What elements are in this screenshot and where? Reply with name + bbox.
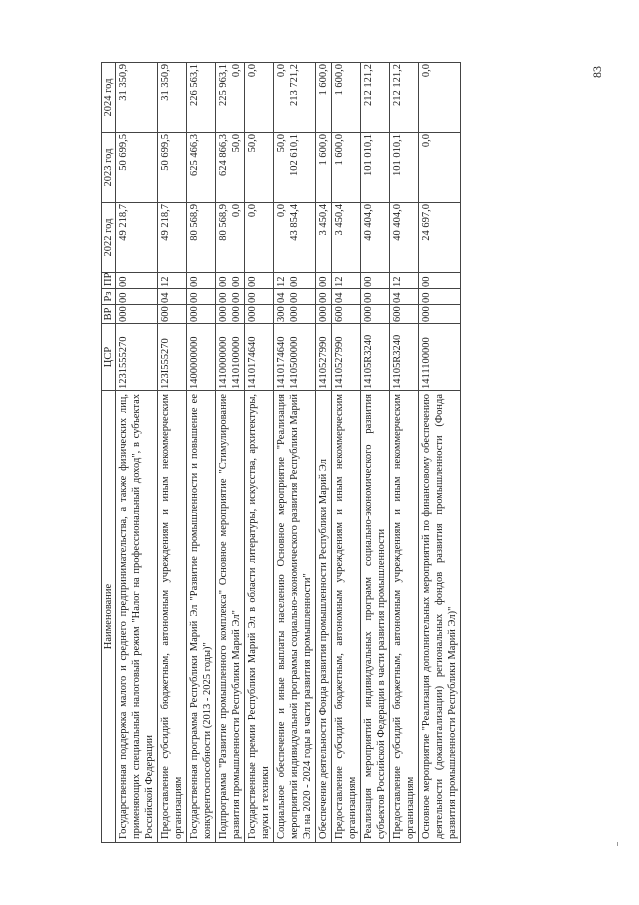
cell-value-rz: 00 bbox=[118, 292, 129, 303]
row-name: Реализация мероприятий индивидуальных программ социально-экономического развития субъектов Российской Федерации в части развития промышленности bbox=[361, 391, 390, 843]
table-body bbox=[116, 63, 461, 843]
cell-y2024 bbox=[158, 63, 187, 133]
cell-value-y2022: 0,0 bbox=[231, 204, 242, 218]
table-row bbox=[158, 63, 187, 843]
cell-y2024 bbox=[216, 63, 245, 133]
row-name: Социальное обеспечение и иные выплаты населению Основное мероприятие "Реализация мероприятий индивидуальной программы социально-экономического развития Республики Марий Эл на 2020 - 2024 годы в части развития промышленности" bbox=[274, 391, 316, 843]
table-row bbox=[419, 63, 461, 843]
cell-value-y2023: 50 699,5 bbox=[160, 134, 171, 171]
cell-value-rz: 04 bbox=[276, 292, 287, 303]
header-pr: ПР bbox=[102, 273, 116, 289]
cell-value-y2022: 24 697,0 bbox=[421, 204, 432, 241]
row-name: Предоставление субсидий бюджетным, автономным учреждениям и иным некоммерческим организациям bbox=[158, 391, 187, 843]
table-row bbox=[245, 63, 274, 843]
cell-value-rz: 00 bbox=[231, 292, 242, 303]
cell-csr bbox=[361, 324, 390, 391]
budget-table bbox=[101, 62, 461, 843]
cell-value-y2022: 40 404,0 bbox=[392, 204, 403, 241]
cell-value-pr: 12 bbox=[276, 276, 287, 287]
cell-vr bbox=[316, 305, 332, 324]
cell-value-y2023: 1 600,0 bbox=[334, 134, 345, 166]
cell-pr bbox=[187, 273, 216, 289]
cell-value-pr: 00 bbox=[318, 276, 329, 287]
cell-value-csr: 1410527990 bbox=[334, 336, 345, 389]
cell-value-pr: 00 bbox=[247, 276, 258, 287]
cell-y2022 bbox=[316, 203, 332, 273]
cell-value-vr: 600 bbox=[392, 306, 403, 322]
cell-value-y2023: 50 699,5 bbox=[118, 134, 129, 171]
cell-vr bbox=[274, 305, 316, 324]
cell-y2024 bbox=[274, 63, 316, 133]
table-header-row bbox=[102, 63, 116, 843]
cell-value-y2022: 40 404,0 bbox=[363, 204, 374, 241]
cell-rz bbox=[158, 289, 187, 305]
cell-vr bbox=[390, 305, 419, 324]
header-2023: 2023 год bbox=[102, 133, 116, 203]
page-number: 83 bbox=[590, 66, 604, 78]
cell-value-vr: 000 bbox=[189, 306, 200, 322]
cell-y2022 bbox=[361, 203, 390, 273]
cell-value-y2023: 0,0 bbox=[421, 134, 432, 148]
cell-value-rz: 00 bbox=[318, 292, 329, 303]
cell-value-y2023: 624 866,3 bbox=[218, 134, 229, 176]
table-row bbox=[332, 63, 361, 843]
table-row bbox=[187, 63, 216, 843]
cell-csr bbox=[316, 324, 332, 391]
cell-value-y2022: 43 854,4 bbox=[289, 204, 300, 241]
cell-rz bbox=[274, 289, 316, 305]
cell-value-y2023: 101 010,1 bbox=[363, 134, 374, 176]
cell-y2022 bbox=[216, 203, 245, 273]
cell-y2023 bbox=[274, 133, 316, 203]
cell-csr bbox=[116, 324, 158, 391]
cell-value-y2024: 0,0 bbox=[276, 64, 287, 78]
cell-value-y2023: 101 010,1 bbox=[392, 134, 403, 176]
cell-value-rz: 04 bbox=[392, 292, 403, 303]
cell-y2024 bbox=[316, 63, 332, 133]
cell-value-csr: 1410100000 bbox=[231, 336, 242, 389]
cell-pr bbox=[419, 273, 461, 289]
cell-value-rz: 00 bbox=[421, 292, 432, 303]
cell-value-pr: 00 bbox=[289, 276, 300, 287]
row-name: Государственные премии Республики Марий Эл в области литературы, искусства, архитектуры, науки и техники bbox=[245, 391, 274, 843]
cell-y2023 bbox=[158, 133, 187, 203]
row-name: Обеспечение деятельности Фонда развития промышленности Республики Марий Эл bbox=[316, 391, 332, 843]
cell-y2024 bbox=[245, 63, 274, 133]
cell-value-pr: 00 bbox=[218, 276, 229, 287]
table-row bbox=[390, 63, 419, 843]
table-row bbox=[216, 63, 245, 843]
cell-rz bbox=[216, 289, 245, 305]
cell-value-y2024: 1 600,0 bbox=[318, 64, 329, 96]
cell-value-vr: 000 bbox=[318, 306, 329, 322]
cell-y2022 bbox=[245, 203, 274, 273]
row-name: Подпрограмма "Развитие промышленного комплекса" Основное мероприятие "Стимулирование развития промышленности Республики Марий Эл" bbox=[216, 391, 245, 843]
cell-vr bbox=[158, 305, 187, 324]
cell-value-y2022: 0,0 bbox=[276, 204, 287, 218]
cell-value-y2024: 213 721,2 bbox=[289, 64, 300, 106]
cell-value-csr: 1411100000 bbox=[421, 337, 432, 389]
header-2022: 2022 год bbox=[102, 203, 116, 273]
cell-value-vr: 000 bbox=[218, 306, 229, 322]
cell-y2022 bbox=[332, 203, 361, 273]
cell-csr bbox=[419, 324, 461, 391]
cell-value-csr: 14105R3240 bbox=[392, 334, 403, 389]
cell-csr bbox=[158, 324, 187, 391]
cell-value-y2024: 225 963,1 bbox=[218, 64, 229, 106]
cell-pr bbox=[390, 273, 419, 289]
cell-pr bbox=[274, 273, 316, 289]
cell-value-pr: 00 bbox=[231, 276, 242, 287]
cell-value-y2024: 226 563,1 bbox=[189, 64, 200, 106]
cell-value-vr: 000 bbox=[289, 306, 300, 322]
cell-y2023 bbox=[419, 133, 461, 203]
row-name: Предоставление субсидий бюджетным, автономным учреждениям и иным некоммерческим организациям bbox=[332, 391, 361, 843]
cell-csr bbox=[332, 324, 361, 391]
cell-y2023 bbox=[390, 133, 419, 203]
cell-value-csr: 1410527990 bbox=[318, 336, 329, 389]
cell-value-pr: 00 bbox=[421, 276, 432, 287]
cell-value-y2023: 1 600,0 bbox=[318, 134, 329, 166]
cell-value-pr: 00 bbox=[363, 276, 374, 287]
cell-value-pr: 00 bbox=[118, 276, 129, 287]
cell-y2023 bbox=[216, 133, 245, 203]
row-name: Предоставление субсидий бюджетным, автономным учреждениям и иным некоммерческим организациям bbox=[390, 391, 419, 843]
cell-value-y2022: 3 450,4 bbox=[334, 204, 345, 236]
table-row bbox=[116, 63, 158, 843]
cell-value-y2023: 102 610,1 bbox=[289, 134, 300, 176]
cell-y2024 bbox=[419, 63, 461, 133]
cell-vr bbox=[187, 305, 216, 324]
cell-value-vr: 600 bbox=[160, 306, 171, 322]
cell-value-y2022: 49 218,7 bbox=[160, 204, 171, 241]
cell-value-csr: 1410174640 bbox=[276, 336, 287, 389]
cell-pr bbox=[361, 273, 390, 289]
table-row bbox=[316, 63, 332, 843]
cell-y2024 bbox=[361, 63, 390, 133]
cell-value-vr: 000 bbox=[363, 306, 374, 322]
cell-value-y2024: 31 350,9 bbox=[160, 64, 171, 101]
cell-y2022 bbox=[274, 203, 316, 273]
cell-value-vr: 000 bbox=[247, 306, 258, 322]
cell-y2024 bbox=[390, 63, 419, 133]
row-name: Основное мероприятие "Реализация дополнительных мероприятий по финансовому обеспечению деятельности (докапитализации) региональных фондов развития промышленности (Фонда развития промышленности Республики Марий Эл)" bbox=[419, 391, 461, 843]
scan-mark bbox=[617, 842, 618, 846]
cell-y2022 bbox=[116, 203, 158, 273]
cell-value-csr: 1410500000 bbox=[289, 336, 300, 389]
cell-y2023 bbox=[316, 133, 332, 203]
row-name: Государственная поддержка малого и среднего предпринимательства, а также физических лиц, применяющих специальный налоговый режим "Налог на профессиональный доход", в субъектах Российской Федерации bbox=[116, 391, 158, 843]
cell-value-y2022: 80 568,9 bbox=[189, 204, 200, 241]
cell-csr bbox=[187, 324, 216, 391]
cell-csr bbox=[390, 324, 419, 391]
cell-value-pr: 00 bbox=[189, 276, 200, 287]
cell-value-csr: 14105R3240 bbox=[363, 334, 374, 389]
row-name: Государственная программа Республики Марий Эл "Развитие промышленности и повышение ее конкурентоспособности (2013 - 2025 годы)" bbox=[187, 391, 216, 843]
cell-value-rz: 00 bbox=[289, 292, 300, 303]
cell-rz bbox=[419, 289, 461, 305]
cell-vr bbox=[332, 305, 361, 324]
cell-y2022 bbox=[419, 203, 461, 273]
header-name: Наименование bbox=[102, 391, 116, 843]
cell-csr bbox=[274, 324, 316, 391]
cell-value-y2024: 212 121,2 bbox=[363, 64, 374, 106]
cell-y2022 bbox=[158, 203, 187, 273]
cell-value-pr: 12 bbox=[334, 276, 345, 287]
cell-value-rz: 00 bbox=[218, 292, 229, 303]
cell-value-y2022: 49 218,7 bbox=[118, 204, 129, 241]
table-row bbox=[274, 63, 316, 843]
cell-y2023 bbox=[332, 133, 361, 203]
cell-value-vr: 000 bbox=[421, 306, 432, 322]
cell-value-y2024: 0,0 bbox=[247, 64, 258, 78]
cell-value-y2022: 0,0 bbox=[247, 204, 258, 218]
cell-value-rz: 00 bbox=[363, 292, 374, 303]
cell-value-vr: 000 bbox=[118, 306, 129, 322]
cell-value-y2024: 212 121,2 bbox=[392, 64, 403, 106]
cell-y2023 bbox=[361, 133, 390, 203]
cell-pr bbox=[158, 273, 187, 289]
cell-vr bbox=[245, 305, 274, 324]
cell-value-csr: 1400000000 bbox=[189, 336, 200, 389]
cell-value-y2023: 50,0 bbox=[231, 134, 242, 153]
cell-pr bbox=[332, 273, 361, 289]
cell-value-rz: 04 bbox=[334, 292, 345, 303]
cell-pr bbox=[216, 273, 245, 289]
cell-pr bbox=[316, 273, 332, 289]
cell-value-pr: 12 bbox=[392, 276, 403, 287]
cell-y2024 bbox=[187, 63, 216, 133]
cell-y2023 bbox=[116, 133, 158, 203]
cell-value-csr: 1231555270 bbox=[118, 336, 129, 389]
cell-value-y2023: 625 466,3 bbox=[189, 134, 200, 176]
cell-value-rz: 04 bbox=[160, 292, 171, 303]
cell-value-y2022: 80 568,9 bbox=[218, 204, 229, 241]
cell-vr bbox=[361, 305, 390, 324]
cell-rz bbox=[187, 289, 216, 305]
cell-value-y2023: 50,0 bbox=[247, 134, 258, 153]
header-csr: ЦСР bbox=[102, 324, 116, 391]
cell-value-csr: 123I555270 bbox=[160, 338, 171, 389]
cell-rz bbox=[390, 289, 419, 305]
cell-vr bbox=[116, 305, 158, 324]
cell-rz bbox=[332, 289, 361, 305]
cell-pr bbox=[116, 273, 158, 289]
cell-value-y2022: 3 450,4 bbox=[318, 204, 329, 236]
cell-rz bbox=[361, 289, 390, 305]
cell-value-vr: 300 bbox=[276, 306, 287, 322]
cell-value-rz: 00 bbox=[247, 292, 258, 303]
cell-y2022 bbox=[390, 203, 419, 273]
cell-value-y2024: 0,0 bbox=[421, 64, 432, 78]
cell-value-rz: 00 bbox=[189, 292, 200, 303]
cell-value-y2024: 0,0 bbox=[231, 64, 242, 78]
cell-y2023 bbox=[245, 133, 274, 203]
table-row bbox=[361, 63, 390, 843]
cell-y2022 bbox=[187, 203, 216, 273]
cell-value-csr: 1410174640 bbox=[247, 336, 258, 389]
cell-rz bbox=[245, 289, 274, 305]
cell-rz bbox=[316, 289, 332, 305]
header-rz: Рз bbox=[102, 289, 116, 305]
cell-pr bbox=[245, 273, 274, 289]
cell-value-y2023: 50,0 bbox=[276, 134, 287, 153]
cell-value-y2024: 1 600,0 bbox=[334, 64, 345, 96]
cell-vr bbox=[216, 305, 245, 324]
cell-value-csr: 1410000000 bbox=[218, 336, 229, 389]
cell-value-vr: 600 bbox=[334, 306, 345, 322]
header-vr: ВР bbox=[102, 305, 116, 324]
cell-vr bbox=[419, 305, 461, 324]
cell-value-y2024: 31 350,9 bbox=[118, 64, 129, 101]
cell-value-pr: 12 bbox=[160, 276, 171, 287]
cell-rz bbox=[116, 289, 158, 305]
cell-csr bbox=[245, 324, 274, 391]
cell-y2024 bbox=[116, 63, 158, 133]
cell-csr bbox=[216, 324, 245, 391]
cell-value-vr: 000 bbox=[231, 306, 242, 322]
cell-y2023 bbox=[187, 133, 216, 203]
header-2024: 2024 год bbox=[102, 63, 116, 133]
rotated-table-area bbox=[101, 63, 584, 843]
cell-y2024 bbox=[332, 63, 361, 133]
